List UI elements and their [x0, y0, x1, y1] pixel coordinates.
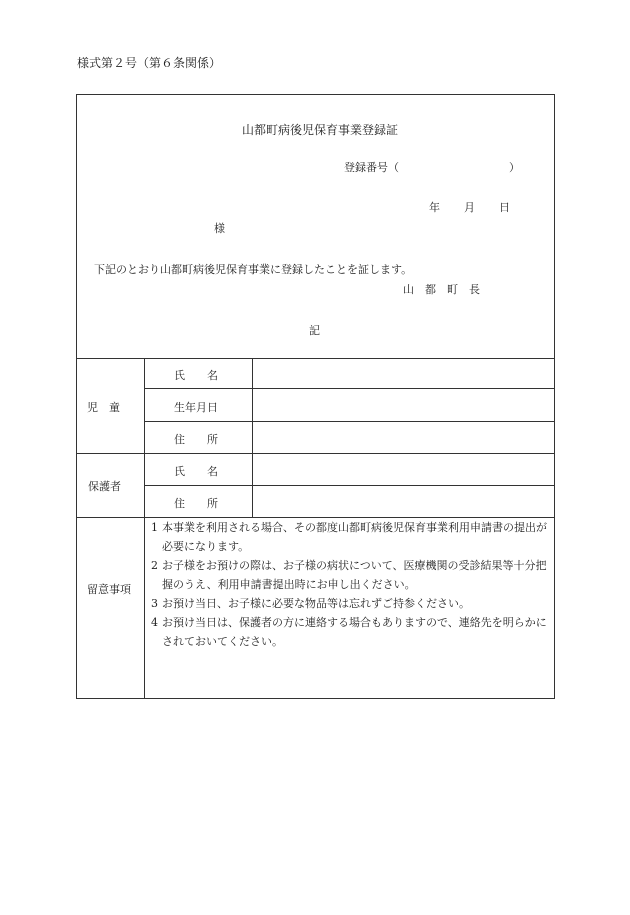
child-address-label: 住 所	[174, 433, 218, 446]
note-text: お預け当日、お子様に必要な物品等は忘れずご持参ください。	[162, 597, 470, 610]
notes-section-label: 留意事項	[87, 583, 131, 596]
list-item	[151, 556, 551, 594]
list-item	[151, 518, 551, 556]
note-text: お預け当日は、保護者の方に連絡する場合もありますので、連絡先を明らかにされておいてください。	[162, 616, 547, 648]
child-birthdate-label: 生年月日	[174, 401, 218, 414]
note-text: 本事業を利用される場合、その都度山都町病後児保育事業利用申請書の提出が必要になります。	[162, 521, 547, 553]
registration-number-label: 登録番号（	[344, 161, 399, 174]
table-row-line	[144, 485, 554, 486]
note-text: お子様をお預けの際は、お子様の病状について、医療機関の受診結果等十分把握のうえ、利用申請書提出時にお申し出ください。	[162, 559, 547, 591]
form-number-label: 様式第２号（第６条関係）	[77, 56, 222, 70]
addressee-suffix: 様	[214, 222, 225, 235]
guardian-name-label: 氏 名	[174, 465, 218, 478]
table-row-line	[144, 421, 554, 422]
issuer-label: 山 都 町 長	[403, 283, 480, 296]
list-item	[151, 613, 551, 651]
note-number: 4	[151, 616, 158, 629]
child-section-label: 児 童	[87, 401, 120, 414]
date-year-label: 年	[429, 201, 440, 214]
note-number: 1	[151, 521, 158, 534]
certificate-title: 山都町病後児保育事業登録証	[242, 123, 399, 137]
table-label-column-line	[144, 358, 145, 698]
notes-list	[151, 518, 551, 651]
list-item	[151, 594, 551, 613]
table-row-line	[144, 388, 554, 389]
table-section-line	[77, 453, 554, 454]
certification-text: 下記のとおり山都町病後児保育事業に登録したことを証します。	[94, 263, 413, 276]
table-top-line	[77, 358, 554, 359]
date-day-label: 日	[499, 201, 510, 214]
guardian-section-label: 保護者	[88, 480, 121, 493]
registration-number-close: ）	[509, 161, 520, 174]
note-number: 3	[151, 597, 158, 610]
ki-label: 記	[309, 324, 320, 337]
table-value-column-line	[252, 358, 253, 517]
note-number: 2	[151, 559, 158, 572]
date-month-label: 月	[464, 201, 475, 214]
guardian-address-label: 住 所	[174, 497, 218, 510]
child-name-label: 氏 名	[174, 369, 218, 382]
